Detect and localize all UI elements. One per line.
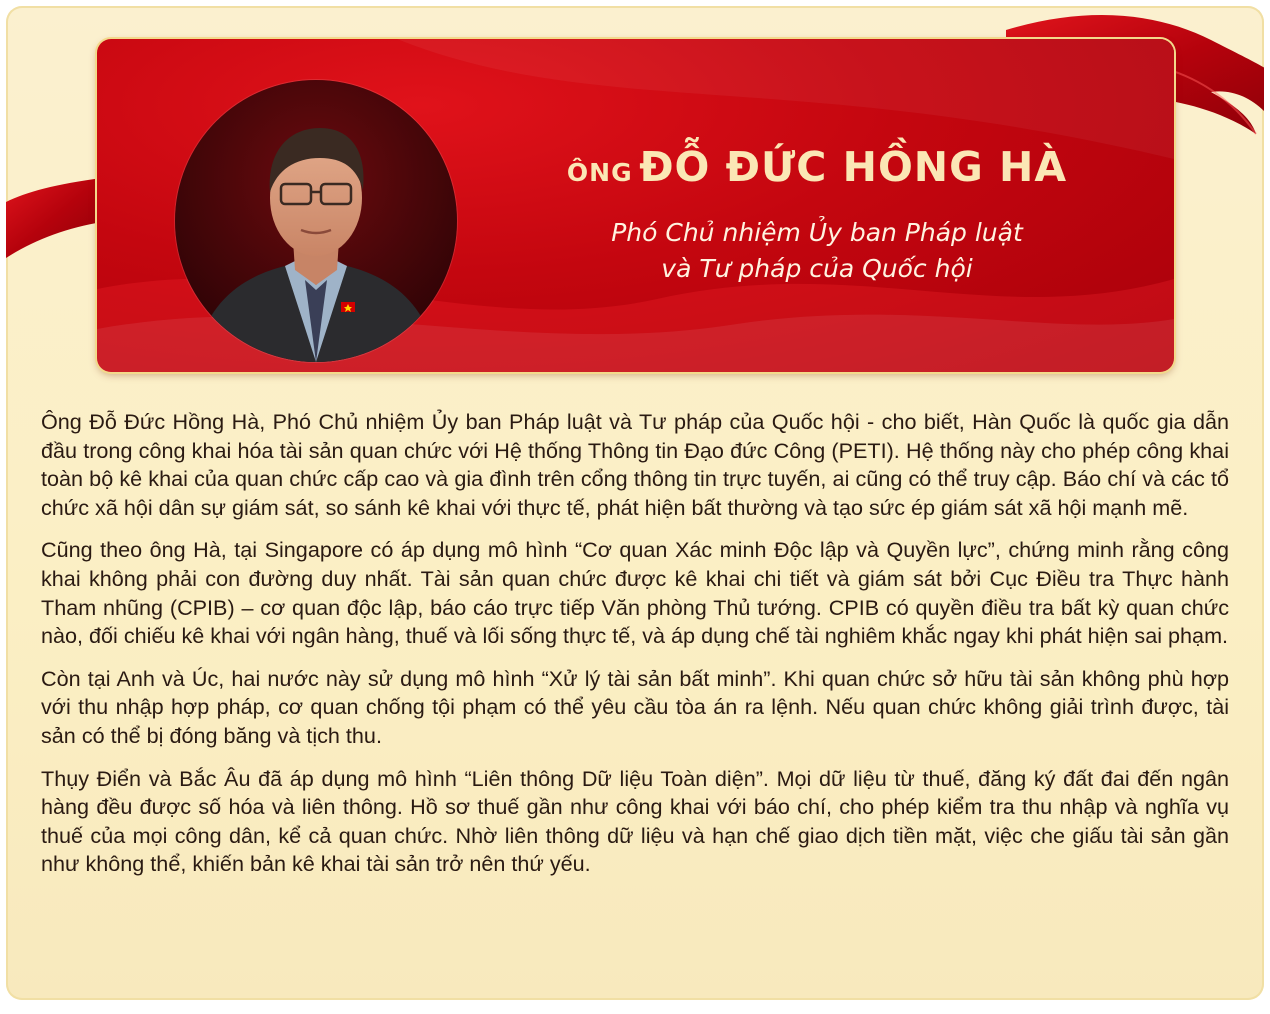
title-line-2: và Tư pháp của Quốc hội [661, 254, 973, 283]
person-title [537, 215, 1097, 287]
name-text: ĐỖ ĐỨC HỒNG HÀ [639, 143, 1068, 191]
profile-header [97, 39, 1174, 372]
paragraph-2: Cũng theo ông Hà, tại Singapore có áp dụng mô hình “Cơ quan Xác minh Độc lập và Quyền lực”, chứng minh rằng công khai không phải con đường duy nhất. Tài sản quan chức được kê khai chi tiết và giám sát bởi Cục Điều tra Thực hành Tham nhũng (CPIB) – cơ quan độc lập, báo cáo trực tiếp Văn phòng Thủ tướng. CPIB có quyền điều tra bất kỳ quan chức nào, đối chiếu kê khai với ngân hàng, thuế và lối sống thực tế, và áp dụng chế tài nghiêm khắc ngay khi phát hiện sai phạm. [41, 537, 1229, 649]
paragraph-1: Ông Đỗ Đức Hồng Hà, Phó Chủ nhiệm Ủy ban Pháp luật và Tư pháp của Quốc hội - cho biết, Hàn Quốc là quốc gia dẫn đầu trong công khai hóa tài sản quan chức với Hệ thống Thông tin Đạo đức Công (PETI). Hệ thống này cho phép công khai toàn bộ kê khai của quan chức cấp cao và gia đình trên cổng thông tin trực tuyến, ai cũng có thể truy cập. Báo chí và các tổ chức xã hội dân sự giám sát, so sánh kê khai với thực tế, phát hiện bất thường và tạo sức ép giám sát xã hội mạnh mẽ. [41, 409, 1229, 520]
person-name [517, 143, 1117, 191]
portrait-photo [175, 80, 457, 362]
article-body [41, 408, 1229, 893]
honorific: ÔNG [566, 158, 633, 187]
profile-card [6, 6, 1264, 1000]
paragraph-4: Thụy Điển và Bắc Âu đã áp dụng mô hình “Liên thông Dữ liệu Toàn diện”. Mọi dữ liệu từ thuế, đăng ký đất đai đến ngân hàng đều được số hóa và liên thông. Hồ sơ thuế gần như công khai với báo chí, cho phép kiểm tra thu nhập và nghĩa vụ thuế của mọi công dân, kể cả quan chức. Nhờ liên thông dữ liệu và hạn chế giao dịch tiền mặt, việc che giấu tài sản gần như không thể, khiến bản kê khai tài sản trở nên thứ yếu. [41, 765, 1229, 877]
title-line-1: Phó Chủ nhiệm Ủy ban Pháp luật [611, 218, 1023, 247]
paragraph-3: Còn tại Anh và Úc, hai nước này sử dụng mô hình “Xử lý tài sản bất minh”. Khi quan chức sở hữu tài sản không phù hợp với thu nhập hợp pháp, cơ quan chống tội phạm có thể yêu cầu tòa án ra lệnh. Nếu quan chức không giải trình được, tài sản có thể bị đóng băng và tịch thu. [41, 665, 1229, 748]
